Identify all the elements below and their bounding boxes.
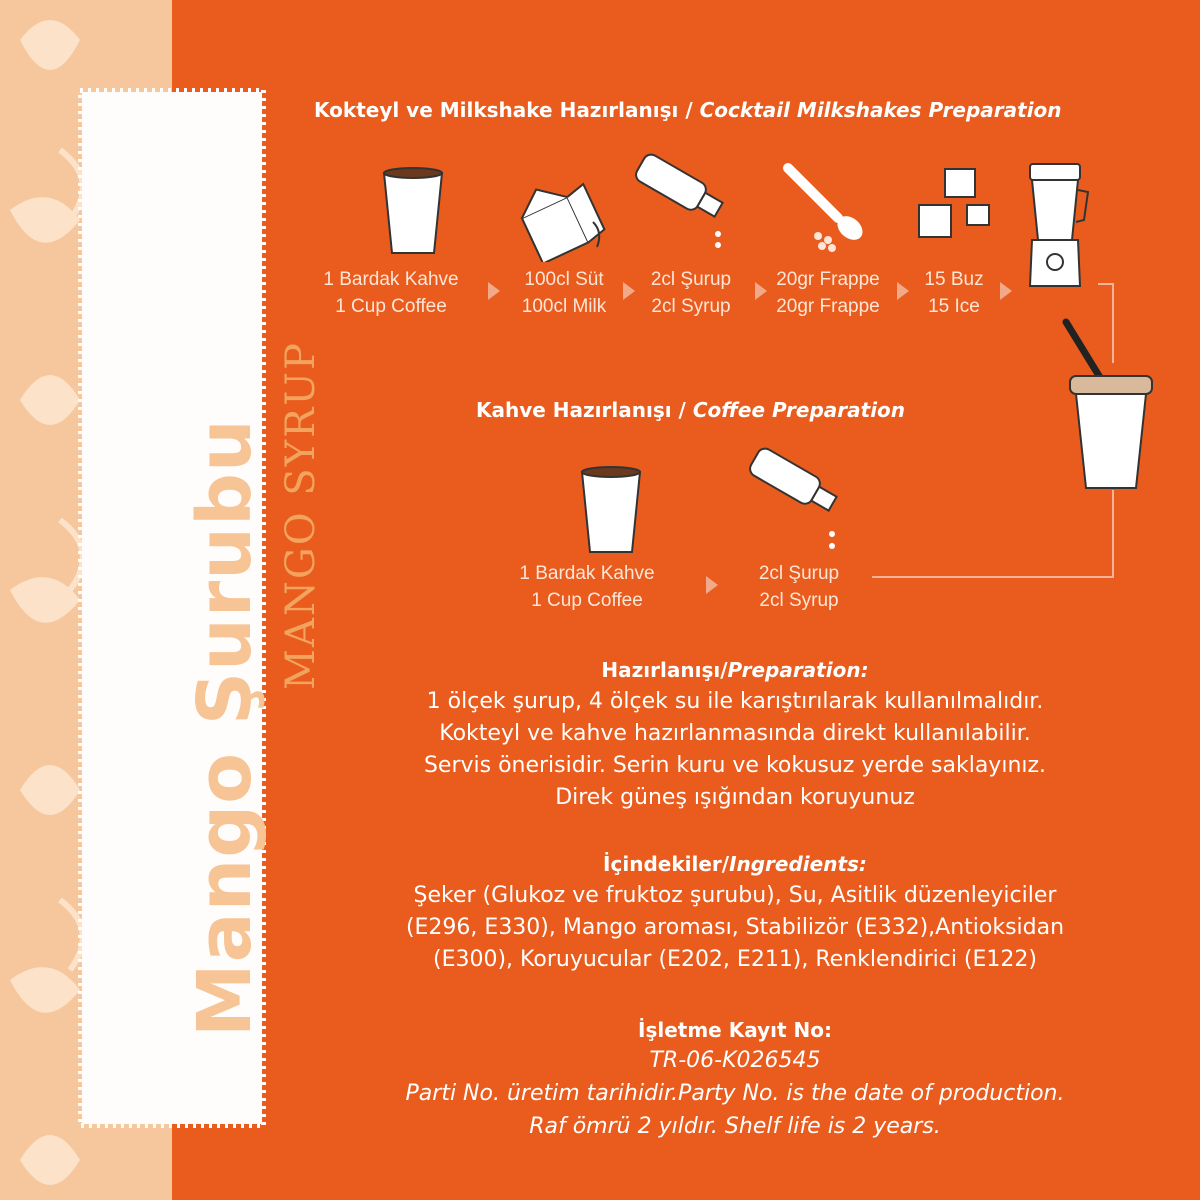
- shelf-life-note: Raf ömrü 2 yıldır. Shelf life is 2 years.: [529, 1114, 941, 1139]
- registration-heading: İşletme Kayıt No:: [638, 1018, 832, 1042]
- syrup-bottle-icon: [622, 152, 734, 252]
- registration-block: [300, 1018, 1170, 1143]
- spoon-frappe-icon: [780, 160, 870, 252]
- coffee-step-coffee: 1 Bardak Kahve 1 Cup Coffee: [519, 563, 655, 611]
- cocktail-step-frappe: 20gr Frappe 20gr Frappe: [776, 269, 880, 317]
- party-number-note: Parti No. üretim tarihidir.Party No. is the date of production.: [405, 1081, 1065, 1106]
- coffee-section-title: Kahve Hazırlanışı / Coffee Preparation: [476, 398, 906, 422]
- cocktail-section-title: Kokteyl ve Milkshake Hazırlanışı / Cocktail Milkshakes Preparation: [314, 98, 1062, 122]
- syrup-bottle-icon: [736, 446, 848, 556]
- connector-line: [872, 576, 1114, 578]
- step-arrow-icon: [706, 576, 718, 594]
- coffee-step-syrup: 2cl Şurup 2cl Syrup: [758, 563, 840, 611]
- coffee-cup-icon: [578, 464, 644, 556]
- ingredients-block: [300, 852, 1170, 976]
- product-name-vertical: Mango Şurubu: [182, 418, 268, 1037]
- registration-number: TR-06-K026545: [649, 1048, 821, 1073]
- preparation-text: 1 ölçek şurup, 4 ölçek su ile karıştırılarak kullanılmalıdır. Kokteyl ve kahve hazırlanmasında direkt kullanılabilir. Servis önerisidir. Serin kuru ve kokusuz yerde saklayınız. Direk güneş ışığından koruyunuz: [423, 689, 1047, 810]
- blender-icon: [1020, 160, 1092, 290]
- cocktail-step-coffee: 1 Bardak Kahve 1 Cup Coffee: [323, 269, 459, 317]
- step-arrow-icon: [1000, 282, 1012, 300]
- takeaway-cup-icon: [1060, 318, 1160, 493]
- cocktail-step-milk: 100cl Süt 100cl Milk: [521, 269, 607, 317]
- product-label-card: [82, 92, 324, 1124]
- product-subtitle-vertical: MANGO SYRUP: [278, 341, 324, 690]
- connector-line: [1112, 490, 1114, 578]
- cocktail-step-syrup: 2cl Şurup 2cl Syrup: [650, 269, 732, 317]
- cocktail-step-ice: 15 Buz 15 Ice: [924, 269, 984, 317]
- ingredients-text: Şeker (Glukoz ve fruktoz şurubu), Su, Asitlik düzenleyiciler (E296, E330), Mango aroması, Stabilizör (E332),Antioksidan (E300), Koruyucular (E202, E211), Renklendirici (E122): [405, 883, 1065, 972]
- milk-carton-icon: [505, 172, 615, 262]
- ingredients-heading: İçindekiler/Ingredients:: [603, 852, 867, 876]
- preparation-heading: Hazırlanışı/Preparation:: [601, 658, 869, 682]
- ice-cubes-icon: [915, 165, 997, 245]
- preparation-block: [300, 658, 1170, 814]
- coffee-cup-icon: [380, 165, 446, 257]
